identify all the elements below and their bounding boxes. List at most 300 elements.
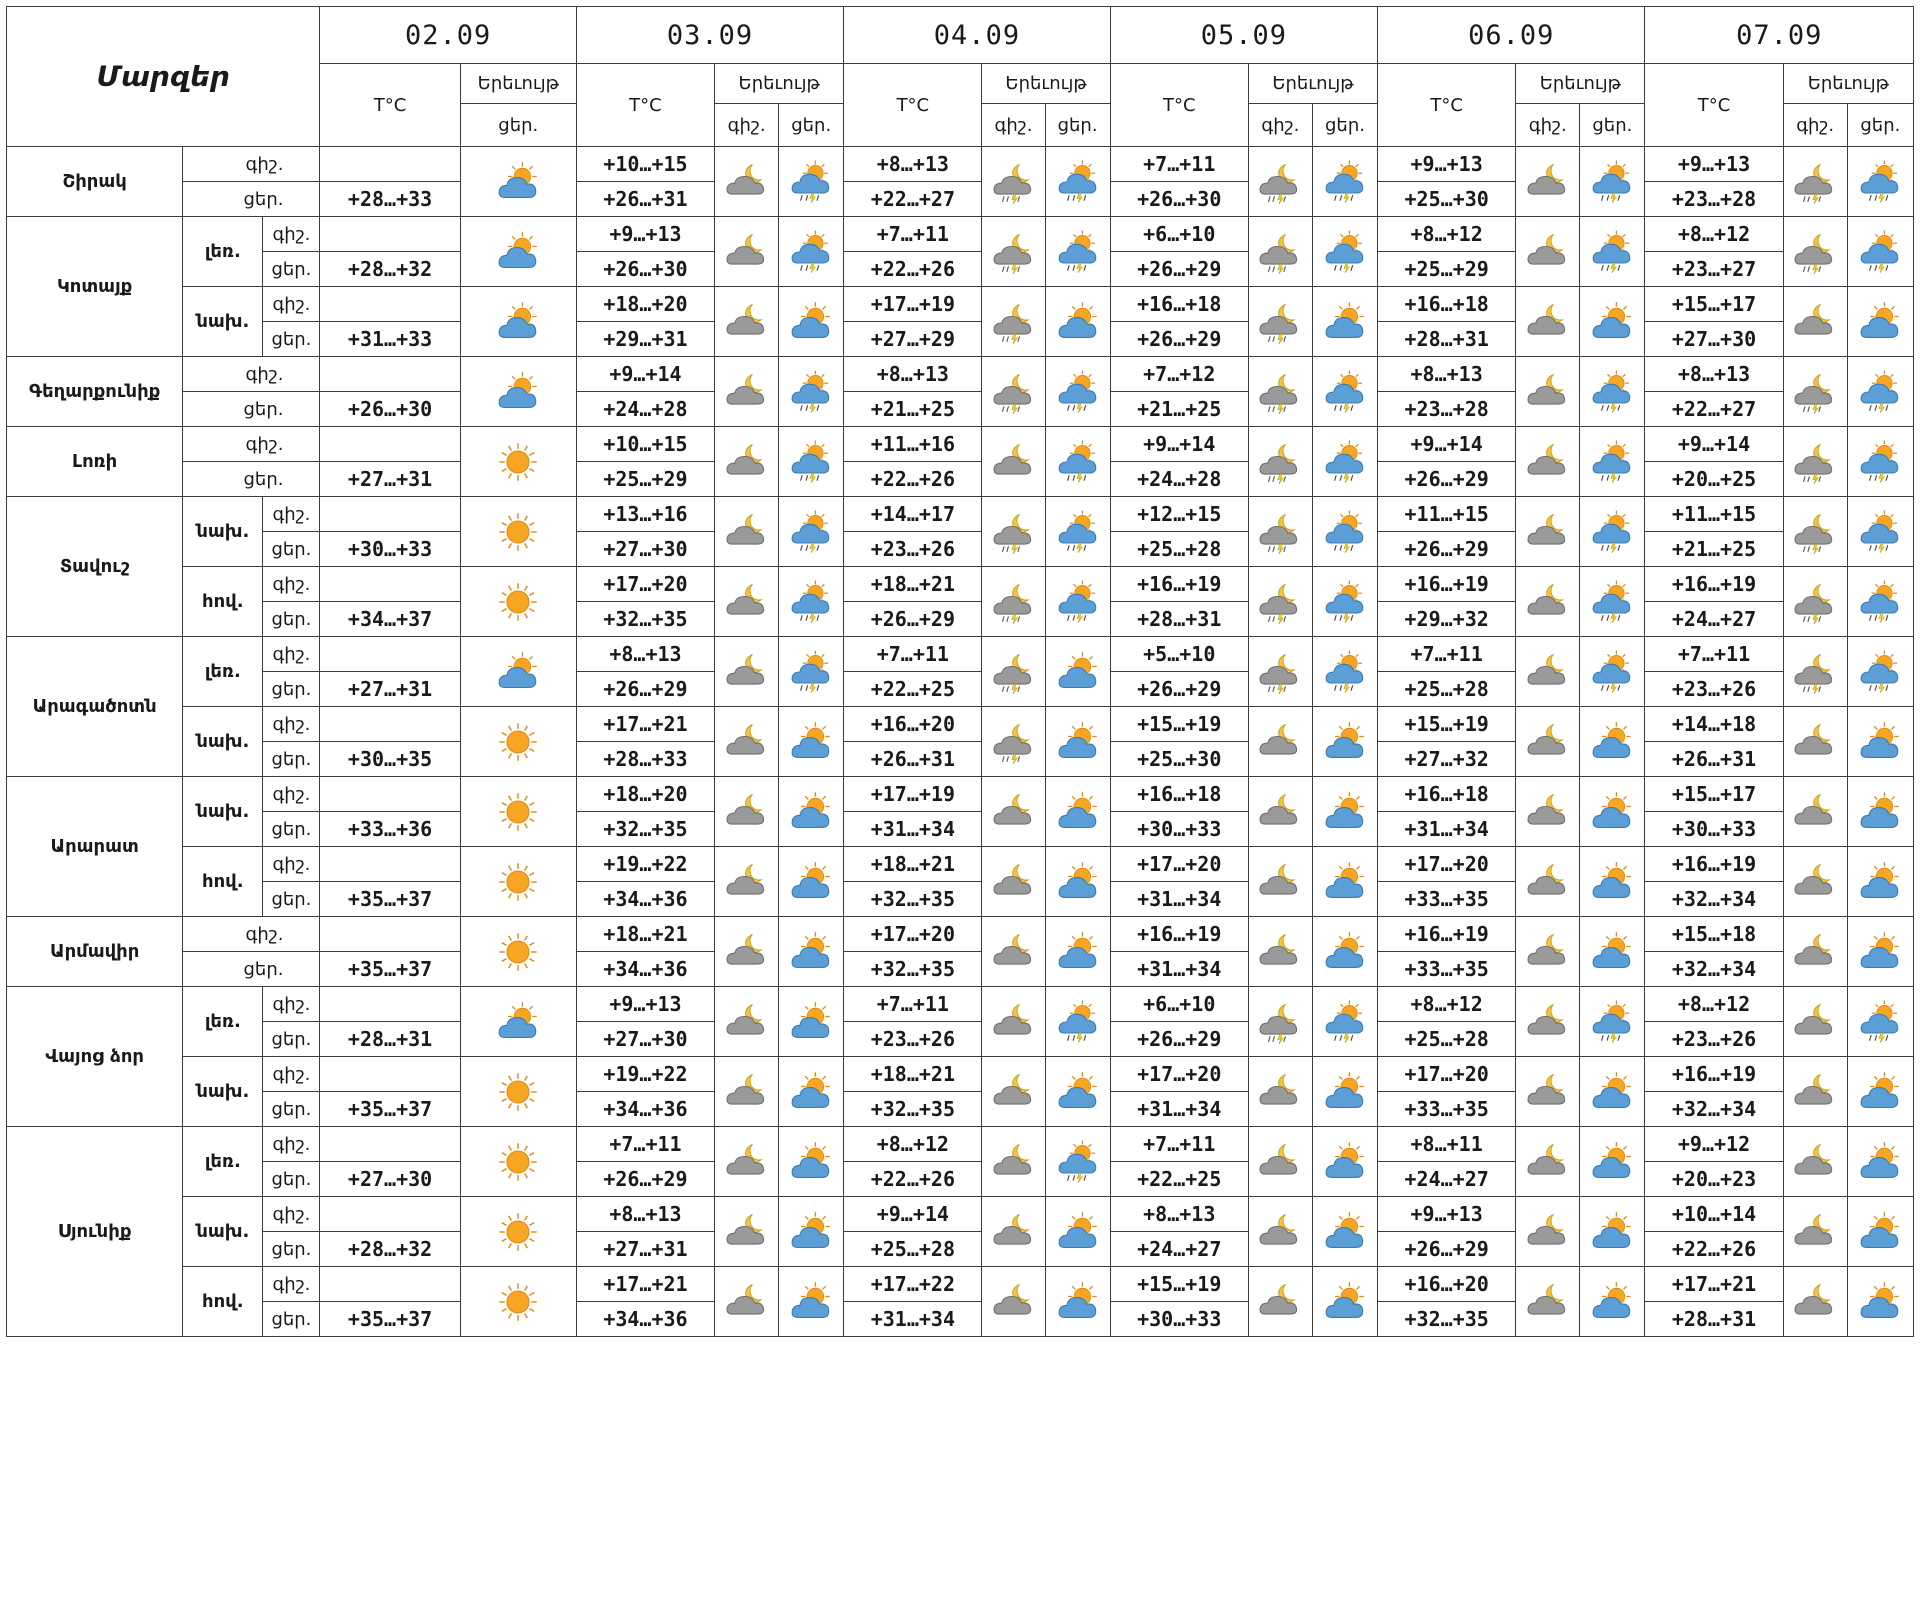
day-subheader: ցեր. [460, 104, 576, 147]
sun-icon [460, 777, 576, 847]
weather-col-header: Երեւույթ [1783, 64, 1913, 104]
temp-col-header: T°C [1645, 64, 1783, 147]
moon-cloud-icon [715, 847, 779, 917]
moon-cloud-icon [1516, 147, 1580, 217]
period-label-day: ցեր. [183, 952, 320, 987]
temp-night-cell: +18…+21 [844, 1057, 982, 1092]
temp-col-header: T°C [320, 64, 460, 147]
period-label-day: ցեր. [263, 602, 320, 637]
moon-cloud-rain-icon [982, 567, 1045, 637]
moon-cloud-icon [715, 777, 779, 847]
temp-day-cell: +22…+27 [844, 182, 982, 217]
cloud-sun-rain-icon [1580, 637, 1645, 707]
table-row [7, 357, 1914, 392]
partly-cloudy-icon [1580, 777, 1645, 847]
temp-night-cell: +19…+22 [576, 1057, 714, 1092]
temp-day-cell: +22…+25 [1110, 1162, 1248, 1197]
zone-label: լեռ. [183, 987, 263, 1057]
temp-day-cell: +35…+37 [320, 952, 460, 987]
cloud-sun-rain-icon [1045, 567, 1110, 637]
temp-day-cell: +27…+30 [1645, 322, 1783, 357]
moon-cloud-rain-icon [982, 357, 1045, 427]
temp-day-cell: +30…+33 [1110, 812, 1248, 847]
temp-day-cell: +26…+29 [1110, 1022, 1248, 1057]
partly-cloudy-icon [1847, 1127, 1913, 1197]
temp-day-cell: +30…+35 [320, 742, 460, 777]
temp-col-header: T°C [1378, 64, 1516, 147]
cloud-sun-rain-icon [1045, 1127, 1110, 1197]
cloud-sun-rain-icon [1580, 497, 1645, 567]
temp-day-cell: +25…+28 [1378, 672, 1516, 707]
region-name: Գեղարքունիք [7, 357, 183, 427]
weather-col-header: Երեւույթ [1248, 64, 1377, 104]
cloud-sun-rain-icon [1847, 147, 1913, 217]
partly-cloudy-icon [1045, 707, 1110, 777]
partly-cloudy-icon [1045, 847, 1110, 917]
temp-cell-empty [320, 427, 460, 462]
temp-night-cell: +16…+19 [1645, 847, 1783, 882]
temp-cell-empty [320, 497, 460, 532]
temp-day-cell: +26…+31 [844, 742, 982, 777]
temp-cell-empty [320, 1267, 460, 1302]
partly-cloudy-icon [1312, 917, 1377, 987]
temp-night-cell: +10…+15 [576, 427, 714, 462]
table-row [7, 847, 1914, 882]
temp-night-cell: +17…+20 [1378, 1057, 1516, 1092]
moon-cloud-icon [1516, 987, 1580, 1057]
temp-day-cell: +26…+30 [576, 252, 714, 287]
temp-day-cell: +27…+30 [576, 1022, 714, 1057]
moon-cloud-icon [715, 707, 779, 777]
temp-day-cell: +22…+26 [844, 252, 982, 287]
moon-cloud-icon [1516, 707, 1580, 777]
moon-cloud-icon [982, 1127, 1045, 1197]
moon-cloud-icon [1783, 707, 1847, 777]
temp-night-cell: +8…+12 [1378, 987, 1516, 1022]
temp-night-cell: +15…+19 [1110, 1267, 1248, 1302]
temp-day-cell: +26…+29 [1110, 252, 1248, 287]
partly-cloudy-icon [779, 917, 844, 987]
moon-cloud-icon [1783, 1057, 1847, 1127]
temp-night-cell: +9…+12 [1645, 1127, 1783, 1162]
temp-day-cell: +27…+32 [1378, 742, 1516, 777]
temp-day-cell: +25…+29 [1378, 252, 1516, 287]
temp-day-cell: +31…+34 [1110, 1092, 1248, 1127]
weather-col-header: Երեւույթ [1516, 64, 1645, 104]
temp-night-cell: +18…+20 [576, 287, 714, 322]
temp-cell-empty [320, 567, 460, 602]
cloud-sun-rain-icon [1580, 987, 1645, 1057]
partly-cloudy-icon [779, 987, 844, 1057]
day-subheader: ցեր. [779, 104, 844, 147]
temp-day-cell: +25…+28 [1110, 532, 1248, 567]
sun-icon [460, 567, 576, 637]
table-row [7, 777, 1914, 812]
partly-cloudy-icon [1847, 287, 1913, 357]
temp-cell-empty [320, 707, 460, 742]
temp-cell-empty [320, 357, 460, 392]
moon-cloud-icon [1516, 1267, 1580, 1337]
temp-day-cell: +22…+25 [844, 672, 982, 707]
temp-cell-empty [320, 287, 460, 322]
temp-day-cell: +23…+26 [1645, 1022, 1783, 1057]
partly-cloudy-icon [1580, 1057, 1645, 1127]
temp-day-cell: +23…+28 [1378, 392, 1516, 427]
partly-cloudy-icon [1045, 637, 1110, 707]
date-header: 04.09 [844, 7, 1110, 64]
moon-cloud-icon [982, 777, 1045, 847]
zone-label: հով. [183, 1267, 263, 1337]
temp-cell-empty [320, 987, 460, 1022]
temp-day-cell: +31…+34 [1110, 882, 1248, 917]
moon-cloud-icon [1783, 987, 1847, 1057]
temp-night-cell: +10…+14 [1645, 1197, 1783, 1232]
temp-day-cell: +24…+28 [1110, 462, 1248, 497]
cloud-sun-rain-icon [779, 147, 844, 217]
period-label-night: գիշ. [183, 917, 320, 952]
period-label-day: ցեր. [263, 252, 320, 287]
temp-day-cell: +30…+33 [1645, 812, 1783, 847]
temp-day-cell: +32…+34 [1645, 882, 1783, 917]
temp-day-cell: +22…+26 [1645, 1232, 1783, 1267]
temp-night-cell: +8…+13 [844, 147, 982, 182]
cloud-sun-rain-icon [1847, 567, 1913, 637]
temp-night-cell: +11…+16 [844, 427, 982, 462]
temp-day-cell: +28…+33 [576, 742, 714, 777]
partly-cloudy-icon [1312, 287, 1377, 357]
temp-night-cell: +17…+20 [844, 917, 982, 952]
cloud-sun-rain-icon [779, 637, 844, 707]
temp-day-cell: +32…+35 [844, 1092, 982, 1127]
temp-day-cell: +25…+30 [1378, 182, 1516, 217]
moon-cloud-icon [1248, 777, 1312, 847]
temp-night-cell: +12…+15 [1110, 497, 1248, 532]
zone-label: նախ. [183, 707, 263, 777]
partly-cloudy-icon [779, 777, 844, 847]
moon-cloud-icon [1783, 1127, 1847, 1197]
partly-cloudy-icon [1847, 777, 1913, 847]
zone-label: նախ. [183, 497, 263, 567]
moon-cloud-icon [715, 357, 779, 427]
partly-cloudy-icon [1847, 1057, 1913, 1127]
table-row [7, 1267, 1914, 1302]
moon-cloud-icon [1516, 777, 1580, 847]
temp-night-cell: +7…+12 [1110, 357, 1248, 392]
moon-cloud-icon [715, 217, 779, 287]
temp-cell-empty [320, 847, 460, 882]
zone-label: հով. [183, 567, 263, 637]
partly-cloudy-icon [1045, 917, 1110, 987]
temp-day-cell: +27…+29 [844, 322, 982, 357]
day-subheader: ցեր. [1580, 104, 1645, 147]
cloud-sun-rain-icon [1045, 427, 1110, 497]
temp-day-cell: +25…+30 [1110, 742, 1248, 777]
zone-label: լեռ. [183, 637, 263, 707]
temp-day-cell: +28…+31 [1378, 322, 1516, 357]
partly-cloudy-icon [1847, 847, 1913, 917]
moon-cloud-rain-icon [1783, 427, 1847, 497]
temp-night-cell: +9…+13 [1378, 1197, 1516, 1232]
temp-night-cell: +9…+13 [576, 217, 714, 252]
temp-cell-empty [320, 1127, 460, 1162]
partly-cloudy-icon [779, 1267, 844, 1337]
moon-cloud-icon [1248, 1057, 1312, 1127]
period-label-night: գիշ. [263, 1057, 320, 1092]
temp-night-cell: +17…+21 [576, 1267, 714, 1302]
temp-night-cell: +7…+11 [844, 987, 982, 1022]
temp-day-cell: +24…+27 [1645, 602, 1783, 637]
temp-night-cell: +8…+13 [1378, 357, 1516, 392]
temp-day-cell: +26…+29 [1378, 1232, 1516, 1267]
temp-day-cell: +25…+28 [844, 1232, 982, 1267]
temp-cell-empty [320, 917, 460, 952]
temp-day-cell: +33…+35 [1378, 882, 1516, 917]
temp-night-cell: +9…+13 [1645, 147, 1783, 182]
temp-night-cell: +17…+20 [1378, 847, 1516, 882]
moon-cloud-icon [1516, 567, 1580, 637]
moon-cloud-icon [1516, 637, 1580, 707]
temp-day-cell: +27…+31 [576, 1232, 714, 1267]
temp-day-cell: +23…+28 [1645, 182, 1783, 217]
weather-col-header: Երեւույթ [982, 64, 1110, 104]
temp-night-cell: +8…+13 [1645, 357, 1783, 392]
table-row [7, 637, 1914, 672]
date-header: 03.09 [576, 7, 843, 64]
partly-cloudy-icon [1045, 1267, 1110, 1337]
temp-day-cell: +31…+34 [1378, 812, 1516, 847]
temp-day-cell: +28…+31 [320, 1022, 460, 1057]
temp-night-cell: +18…+21 [576, 917, 714, 952]
temp-day-cell: +21…+25 [1645, 532, 1783, 567]
moon-cloud-rain-icon [1248, 287, 1312, 357]
moon-cloud-rain-icon [1248, 147, 1312, 217]
temp-night-cell: +14…+18 [1645, 707, 1783, 742]
zone-label: նախ. [183, 287, 263, 357]
temp-day-cell: +32…+34 [1645, 1092, 1783, 1127]
partly-cloudy-icon [779, 707, 844, 777]
temp-day-cell: +34…+36 [576, 952, 714, 987]
moon-cloud-icon [715, 147, 779, 217]
partly-cloudy-icon [1580, 1267, 1645, 1337]
temp-night-cell: +16…+20 [1378, 1267, 1516, 1302]
partly-cloudy-icon [1847, 917, 1913, 987]
table-row [7, 147, 1914, 182]
sun-icon [460, 1197, 576, 1267]
temp-day-cell: +33…+35 [1378, 952, 1516, 987]
forecast-body [7, 147, 1914, 1337]
region-name: Տավուշ [7, 497, 183, 637]
table-row [7, 917, 1914, 952]
temp-night-cell: +18…+21 [844, 567, 982, 602]
period-label-night: գիշ. [263, 637, 320, 672]
table-row [7, 707, 1914, 742]
temp-day-cell: +26…+31 [576, 182, 714, 217]
period-label-night: գիշ. [183, 147, 320, 182]
sun-icon [460, 1267, 576, 1337]
cloud-sun-rain-icon [1847, 637, 1913, 707]
temp-night-cell: +11…+15 [1378, 497, 1516, 532]
moon-cloud-icon [1783, 1197, 1847, 1267]
period-label-night: գիշ. [263, 707, 320, 742]
moon-cloud-icon [982, 987, 1045, 1057]
temp-night-cell: +15…+19 [1110, 707, 1248, 742]
cloud-sun-rain-icon [1045, 147, 1110, 217]
weather-col-header: Երեւույթ [715, 64, 844, 104]
moon-cloud-icon [715, 1267, 779, 1337]
temp-day-cell: +31…+33 [320, 322, 460, 357]
temp-night-cell: +16…+19 [1110, 917, 1248, 952]
period-label-night: գիշ. [263, 847, 320, 882]
region-name: Շիրակ [7, 147, 183, 217]
moon-cloud-icon [1516, 917, 1580, 987]
temp-day-cell: +34…+36 [576, 1092, 714, 1127]
moon-cloud-rain-icon [1783, 357, 1847, 427]
partly-cloudy-icon [460, 637, 576, 707]
table-row [7, 427, 1914, 462]
temp-day-cell: +28…+31 [1110, 602, 1248, 637]
temp-night-cell: +9…+14 [1645, 427, 1783, 462]
weather-col-header: Երեւույթ [460, 64, 576, 104]
moon-cloud-icon [1783, 917, 1847, 987]
table-row [7, 287, 1914, 322]
temp-day-cell: +22…+26 [844, 462, 982, 497]
temp-night-cell: +17…+20 [1110, 1057, 1248, 1092]
cloud-sun-rain-icon [1580, 147, 1645, 217]
partly-cloudy-icon [1312, 1267, 1377, 1337]
temp-night-cell: +7…+11 [1110, 147, 1248, 182]
cloud-sun-rain-icon [779, 497, 844, 567]
temp-day-cell: +27…+30 [576, 532, 714, 567]
temp-night-cell: +16…+18 [1110, 287, 1248, 322]
table-row [7, 217, 1914, 252]
date-header: 07.09 [1645, 7, 1914, 64]
sun-icon [460, 497, 576, 567]
temp-night-cell: +17…+21 [576, 707, 714, 742]
night-subheader: գիշ. [1516, 104, 1580, 147]
moon-cloud-icon [1248, 1127, 1312, 1197]
partly-cloudy-icon [779, 847, 844, 917]
period-label-night: գիշ. [263, 1267, 320, 1302]
partly-cloudy-icon [779, 1057, 844, 1127]
temp-day-cell: +23…+26 [844, 1022, 982, 1057]
period-label-night: գիշ. [183, 427, 320, 462]
moon-cloud-icon [1783, 1267, 1847, 1337]
temp-night-cell: +17…+21 [1645, 1267, 1783, 1302]
cloud-sun-rain-icon [1847, 217, 1913, 287]
moon-cloud-icon [1516, 1197, 1580, 1267]
moon-cloud-rain-icon [982, 637, 1045, 707]
cloud-sun-rain-icon [1580, 217, 1645, 287]
partly-cloudy-icon [460, 217, 576, 287]
partly-cloudy-icon [1312, 847, 1377, 917]
moon-cloud-icon [1248, 1197, 1312, 1267]
temp-night-cell: +16…+18 [1110, 777, 1248, 812]
temp-night-cell: +17…+19 [844, 287, 982, 322]
partly-cloudy-icon [1312, 1197, 1377, 1267]
temp-day-cell: +21…+25 [1110, 392, 1248, 427]
temp-day-cell: +32…+35 [844, 952, 982, 987]
temp-night-cell: +10…+15 [576, 147, 714, 182]
moon-cloud-icon [1516, 497, 1580, 567]
date-header: 02.09 [320, 7, 576, 64]
cloud-sun-rain-icon [1045, 217, 1110, 287]
temp-day-cell: +30…+33 [1110, 1302, 1248, 1337]
temp-day-cell: +32…+35 [1378, 1302, 1516, 1337]
moon-cloud-rain-icon [982, 497, 1045, 567]
sun-icon [460, 917, 576, 987]
cloud-sun-rain-icon [1312, 567, 1377, 637]
cloud-sun-rain-icon [1312, 217, 1377, 287]
zone-label: լեռ. [183, 1127, 263, 1197]
moon-cloud-icon [715, 1127, 779, 1197]
moon-cloud-icon [982, 427, 1045, 497]
period-label-night: գիշ. [263, 1127, 320, 1162]
region-name: Արարատ [7, 777, 183, 917]
cloud-sun-rain-icon [1312, 987, 1377, 1057]
temp-cell-empty [320, 1197, 460, 1232]
table-row [7, 567, 1914, 602]
temp-cell-empty [320, 777, 460, 812]
temp-day-cell: +27…+31 [320, 672, 460, 707]
temp-night-cell: +8…+12 [1645, 987, 1783, 1022]
partly-cloudy-icon [1580, 917, 1645, 987]
temp-day-cell: +32…+35 [844, 882, 982, 917]
sun-icon [460, 847, 576, 917]
temp-day-cell: +26…+29 [1378, 462, 1516, 497]
temp-night-cell: +8…+12 [844, 1127, 982, 1162]
forecast-table [6, 6, 1914, 1337]
temp-day-cell: +20…+23 [1645, 1162, 1783, 1197]
period-label-day: ցեր. [263, 672, 320, 707]
partly-cloudy-icon [1580, 1127, 1645, 1197]
temp-cell-empty [320, 1057, 460, 1092]
period-label-day: ցեր. [263, 882, 320, 917]
period-label-day: ցեր. [263, 1022, 320, 1057]
partly-cloudy-icon [1847, 1267, 1913, 1337]
moon-cloud-rain-icon [1783, 567, 1847, 637]
temp-day-cell: +26…+30 [1110, 182, 1248, 217]
temp-col-header: T°C [844, 64, 982, 147]
night-subheader: գիշ. [982, 104, 1045, 147]
temp-night-cell: +16…+20 [844, 707, 982, 742]
zone-label: լեռ. [183, 217, 263, 287]
moon-cloud-icon [1516, 357, 1580, 427]
temp-night-cell: +8…+13 [1110, 1197, 1248, 1232]
temp-night-cell: +8…+11 [1378, 1127, 1516, 1162]
temp-day-cell: +32…+35 [576, 602, 714, 637]
moon-cloud-icon [715, 287, 779, 357]
temp-day-cell: +26…+29 [576, 672, 714, 707]
moon-cloud-icon [982, 917, 1045, 987]
partly-cloudy-icon [1045, 777, 1110, 847]
cloud-sun-rain-icon [779, 567, 844, 637]
temp-night-cell: +7…+11 [844, 217, 982, 252]
temp-day-cell: +35…+37 [320, 1302, 460, 1337]
moon-cloud-icon [1516, 287, 1580, 357]
temp-night-cell: +18…+21 [844, 847, 982, 882]
partly-cloudy-icon [779, 1197, 844, 1267]
moon-cloud-rain-icon [1248, 357, 1312, 427]
temp-day-cell: +24…+27 [1110, 1232, 1248, 1267]
temp-day-cell: +26…+29 [844, 602, 982, 637]
temp-day-cell: +30…+33 [320, 532, 460, 567]
zone-label: հով. [183, 847, 263, 917]
cloud-sun-rain-icon [1312, 497, 1377, 567]
temp-day-cell: +21…+25 [844, 392, 982, 427]
sun-icon [460, 1057, 576, 1127]
period-label-day: ցեր. [183, 462, 320, 497]
partly-cloudy-icon [460, 357, 576, 427]
